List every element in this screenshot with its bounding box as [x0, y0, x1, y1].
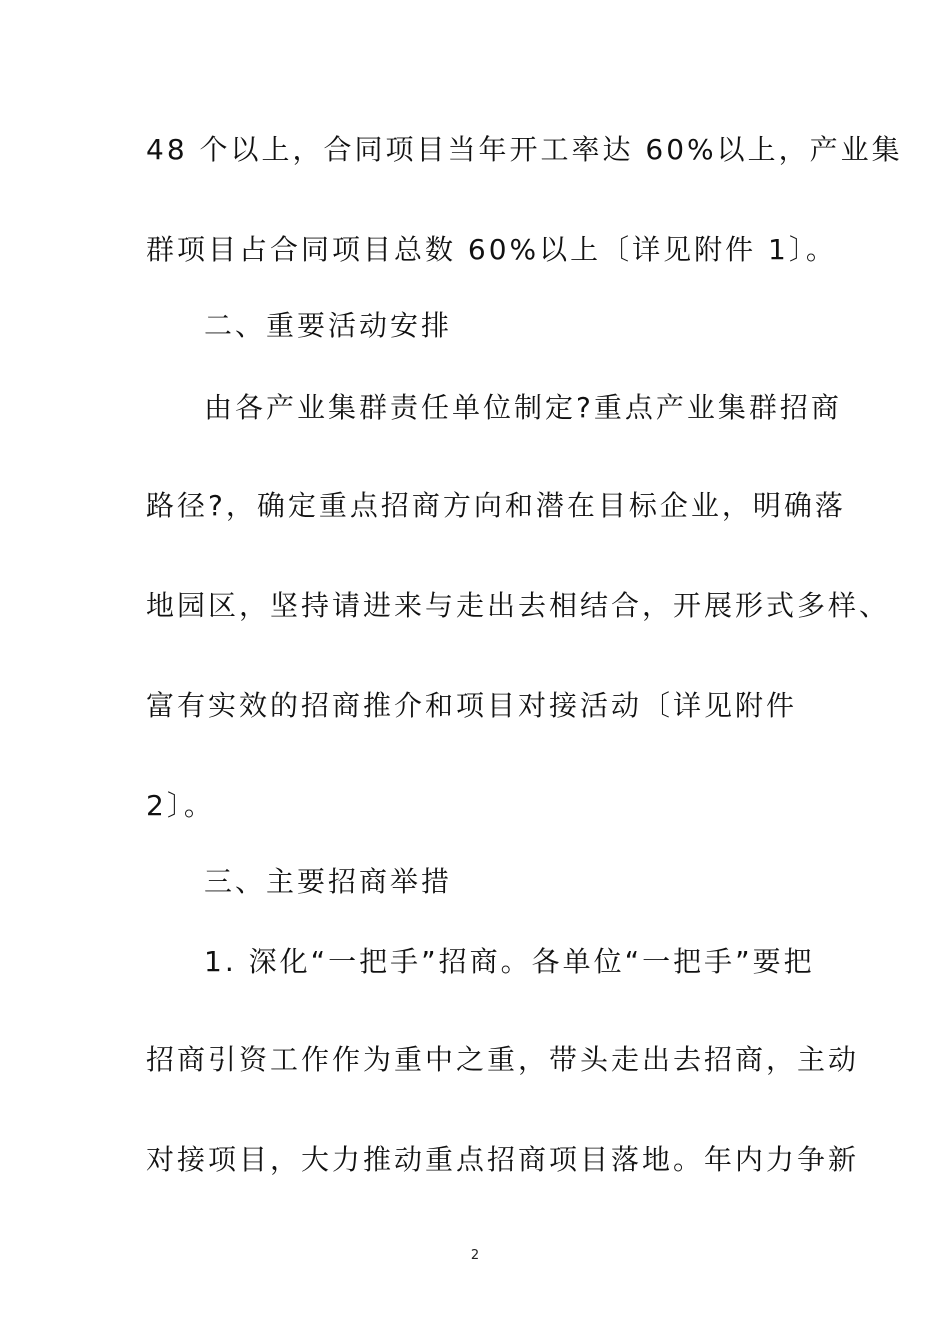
body-text-line: 2〕。	[146, 789, 215, 822]
body-text-line: 由各产业集群责任单位制定?重点产业集群招商	[204, 391, 842, 424]
body-text-line: 招商引资工作作为重中之重，带头走出去招商，主动	[146, 1043, 860, 1076]
body-text-line: 路径?，确定重点招商方向和潜在目标企业，明确落	[146, 489, 846, 522]
section-heading: 三、主要招商举措	[204, 865, 453, 898]
body-text-line: 1. 深化“一把手”招商。各单位“一把手”要把	[204, 945, 815, 978]
page-number: 2	[470, 1248, 480, 1263]
body-text-line: 富有实效的招商推介和项目对接活动〔详见附件	[146, 689, 798, 722]
body-text-line: 群项目占合同项目总数 60%以上〔详见附件 1〕。	[146, 233, 837, 266]
body-text-line: 对接项目，大力推动重点招商项目落地。年内力争新	[146, 1143, 860, 1176]
body-text-line: 地园区，坚持请进来与走出去相结合，开展形式多样、	[146, 589, 891, 622]
section-heading: 二、重要活动安排	[204, 309, 453, 342]
body-text-line: 48 个以上，合同项目当年开工率达 60%以上，产业集	[146, 133, 903, 166]
